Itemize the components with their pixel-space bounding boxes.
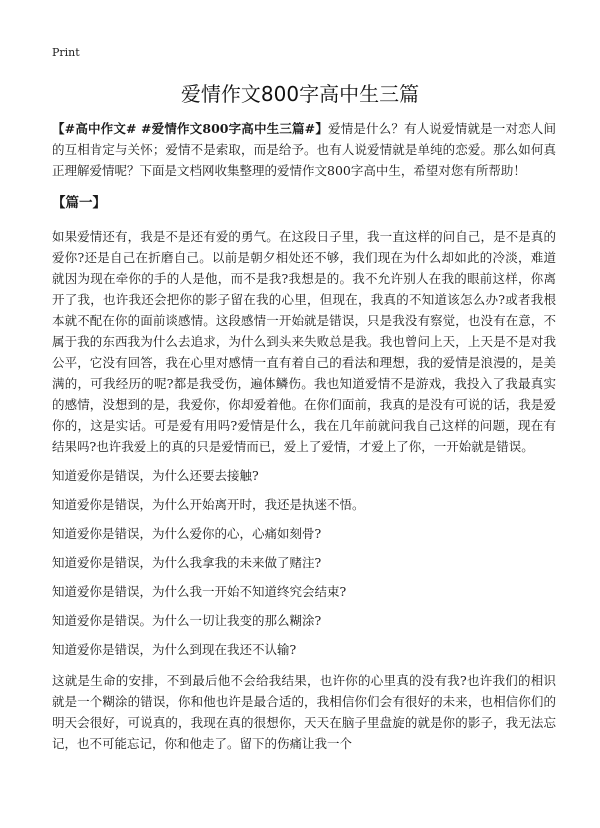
section-heading: 【篇一】 <box>52 195 106 211</box>
intro-tags: 【#高中作文# #爱情作文800字高中生三篇#】 <box>52 121 329 136</box>
intro-text: 爱情是什么？有人说爱情就是一对恋人间的互相肯定与关怀；爱情不是索取，而是给予。也有人说爱情就是单纯的恋爱。那么如何真正理解爱情呢？下面是文档网收集整理的爱情作文800字高中生，希望对您有所帮助！ <box>52 121 556 178</box>
intro-paragraph <box>52 118 556 181</box>
document-body <box>52 118 556 754</box>
print-link[interactable]: Print <box>52 46 80 59</box>
refrain-line-3: 知道爱你是错误，为什么爱你的心，心痛如刻骨? <box>52 526 322 541</box>
refrain-line-5: 知道爱你是错误，为什么我一开始不知道终究会结束? <box>52 584 347 599</box>
refrain-line-4: 知道爱你是错误，为什么我拿我的未来做了赌注? <box>52 555 322 570</box>
refrain-line-2: 知道爱你是错误，为什么开始离开时，我还是执迷不悟。 <box>52 497 365 512</box>
document-title: 爱情作文800字高中生三篇 <box>180 82 420 106</box>
refrain-line-7: 知道爱你是错误，为什么到现在我还不认输? <box>52 642 297 657</box>
refrain-line-1: 知道爱你是错误，为什么还要去接触? <box>52 468 259 483</box>
closing-paragraph: 这就是生命的安排，不到最后他不会给我结果，也许你的心里真的没有我?也许我们的相识就是一个糊涂的错误，你和他也许是最合适的，我相信你们会有很好的未来，也相信你们的明天会很好，可说真的，我现在真的很想你，天天在脑子里盘旋的就是你的影子，我无法忘记，也不可能忘记，你和他走了。留下的伤痛让我一个 <box>52 673 556 751</box>
body-paragraph-1: 如果爱情还有，我是不是还有爱的勇气。在这段日子里，我一直这样的问自己，是不是真的爱你?还是自己在折磨自己。以前是朝夕相处还不够，我们现在为什么却如此的冷淡，难道就因为现在牵你的手的人是他，而不是我?我想是的。我不允许别人在我的眼前这样，你离开了我，也许我还会把你的影子留在我的心里，但现在，我真的不知道该怎么办?或者我根本就不配在你的面前谈感情。这段感情一开始就是错误，只是我没有察觉，也没有在意，不属于我的东西我为什么去追求，为什么到头来失败总是我。我也曾问上天，上天是不是对我公平，它没有回答，我在心里对感情一直有着自己的看法和理想，我的爱情是浪漫的，是美满的，可我经历的呢?都是我受伤，遍体鳞伤。我也知道爱情不是游戏，我投入了我最真实的感情，没想到的是，我爱你，你却爱着他。在你们面前，我真的是没有可说的话，我是爱你的，这是实话。可是爱有用吗?爱情是什么，我在几年前就问我自己这样的问题，现在有结果吗?也许我爱上的真的只是爱情而已，爱上了爱情，才爱上了你，一开始就是错误。 <box>52 229 556 454</box>
refrain-line-6: 知道爱你是错误。为什么一切让我变的那么糊涂? <box>52 613 322 628</box>
